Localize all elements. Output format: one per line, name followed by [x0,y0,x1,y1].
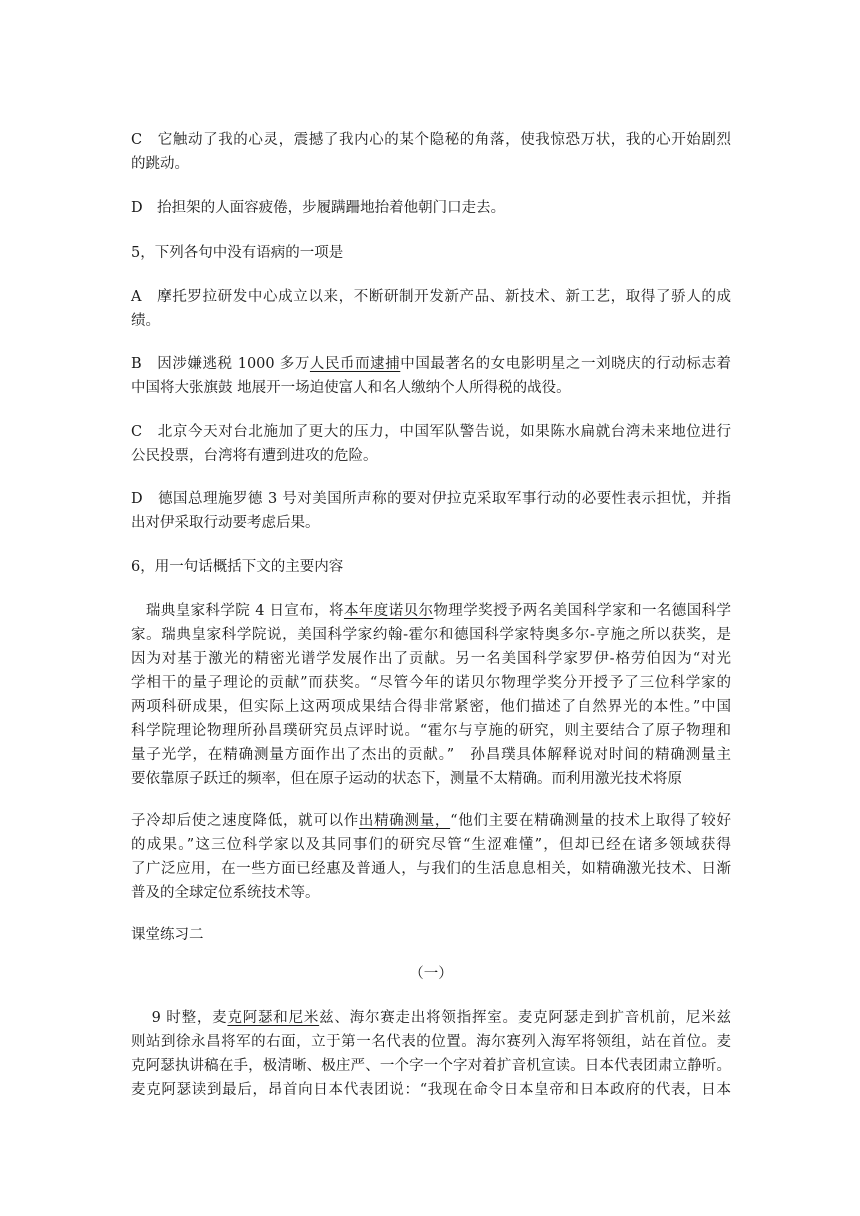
q6-p1-line2: 家。瑞典皇家科学院说，美国科学家约翰-霍尔和德国科学家特奥多尔-亨施之所以获奖，是 [131,627,731,643]
q4-option-c-line1: C 它触动了我的心灵，震撼了我内心的某个隐秘的角落，使我惊恐万状，我的心开始剧烈 [131,132,731,148]
practice-2-p1-line1 [131,1006,731,1030]
q4-option-c [131,128,731,176]
q5-option-b [131,352,731,400]
q5-option-a-line1: A 摩托罗拉研发中心成立以来，不断研制开发新产品、新技术、新工艺，取得了骄人的成 [131,289,731,305]
q6-p2-line2: 的成果。”这三位科学家以及其同事们的研究尽管“生涩难懂”，但却已经在诸多领域获得 [131,837,731,853]
practice-2-section-text: （一） [409,966,453,982]
q4-option-c-line2: 的跳动。 [131,156,189,172]
q6-p1-line4: 学相干的量子理论的贡献”而获奖。“尽管今年的诺贝尔物理学奖分开授予了三位科学家的 [131,675,731,691]
q5-option-b-underlined: 人民币而逮捕 [309,356,401,372]
q6-paragraph-1 [131,599,731,791]
q6-p1-line1 [131,599,731,623]
q6-p1-line6: 科学院理论物理所孙昌璞研究员点评时说。“霍尔与亨施的研究，则主要结合了原子物理和 [131,723,731,739]
q6-p1-line3: 因为对基于激光的精密光谱学发展作出了贡献。另一名美国科学家罗伊-格劳伯因为“对光 [131,651,731,667]
practice-2-heading-text: 课堂练习二 [131,927,204,943]
practice-2-p1-line3: 克阿瑟执讲稿在手，极清晰、极庄严、一个字一个字对着扩音机宣读。日本代表团肃立静听。 [131,1058,731,1074]
q6-p1-text-post: 物理学奖授予两名美国科学家和一名德国科学 [433,603,732,619]
practice-2-p1-line2: 则站到徐永昌将军的右面，立于第一名代表的位置。海尔赛列入海军将领组，站在首位。麦 [131,1034,731,1050]
q6-p1-line5: 两项科研成果，但实际上这两项成果结合得非常紧密，他们描述了自然界光的本性。”中国 [131,699,731,715]
q6-stem [131,555,731,579]
q6-p2-line4: 普及的全球定位系统技术等。 [131,885,320,901]
q6-p2-line1 [131,809,731,833]
practice-2-p1-text-post: 兹、海尔赛走出将领指挥室。麦克阿瑟走到扩音机前，尼米兹 [319,1010,732,1026]
q6-p2-underlined: 出精确测量， [358,813,451,829]
q5-stem-text: 5，下列各句中没有语病的一项是 [131,245,344,261]
q6-p1-line8: 要依靠原子跃迁的频率，但在原子运动的状态下，测量不太精确。而利用激光技术将原 [131,771,682,787]
q5-option-d [131,487,731,535]
practice-2-p1-text-pre: 9 时整，麦 [131,1010,228,1026]
q5-option-c [131,420,731,468]
q5-option-b-text-pre: B 因涉嫌逃税 1000 多万 [131,356,310,372]
q6-p2-line3: 了广泛应用，在一些方面已经惠及普通人，与我们的生活息息相关，如精确激光技术、日渐 [131,861,731,877]
practice-2-section-label [131,962,731,986]
q6-p1-underlined: 本年度诺贝尔 [343,603,434,619]
q5-option-b-line2: 中国将大张旗鼓 地展开一场迫使富人和名人缴纳个人所得税的战役。 [131,380,571,396]
q6-p2-text-post: “他们主要在精确测量的技术上取得了较好 [450,813,732,829]
practice-2-p1-underlined: 克阿瑟和尼米 [227,1010,320,1026]
q5-option-a [131,285,731,333]
practice-2-paragraph-1 [131,1006,731,1102]
q5-option-c-line1: C 北京今天对台北施加了更大的压力，中国军队警告说，如果陈水扁就台湾未来地位进行 [131,424,731,440]
q5-stem [131,241,731,265]
q5-option-b-line1 [131,352,731,376]
q4-option-d [131,196,731,220]
q6-p1-line7: 量子光学，在精确测量方面作出了杰出的贡献。” 孙昌璞具体解释说对时间的精确测量主 [131,747,731,763]
q5-option-d-line2: 出对伊采取行动要考虑后果。 [131,515,320,531]
q6-stem-text: 6，用一句话概括下文的主要内容 [131,559,344,575]
q6-p1-text-pre: 瑞典皇家科学院 4 日宣布，将 [131,603,344,619]
q5-option-c-line2: 公民投票，台湾将有遭到进攻的危险。 [131,448,378,464]
q4-option-d-line1: D 抬担架的人面容疲倦，步履蹒跚地抬着他朝门口走去。 [131,200,506,216]
practice-2-heading [131,923,731,947]
q6-p2-text-pre: 子冷却后使之速度降低，就可以作 [131,813,359,829]
q5-option-d-line1: D 德国总理施罗德 3 号对美国所声称的要对伊拉克采取军事行动的必要性表示担忧，并指 [131,491,731,507]
q5-option-b-text-post: 中国最著名的女电影明星之一刘晓庆的行动标志着 [400,356,732,372]
practice-2-p1-line4: 麦克阿瑟读到最后，昂首向日本代表团说：“我现在命令日本皇帝和日本政府的代表，日本 [131,1082,731,1098]
q5-option-a-line2: 绩。 [131,313,160,329]
q6-paragraph-2 [131,809,731,905]
